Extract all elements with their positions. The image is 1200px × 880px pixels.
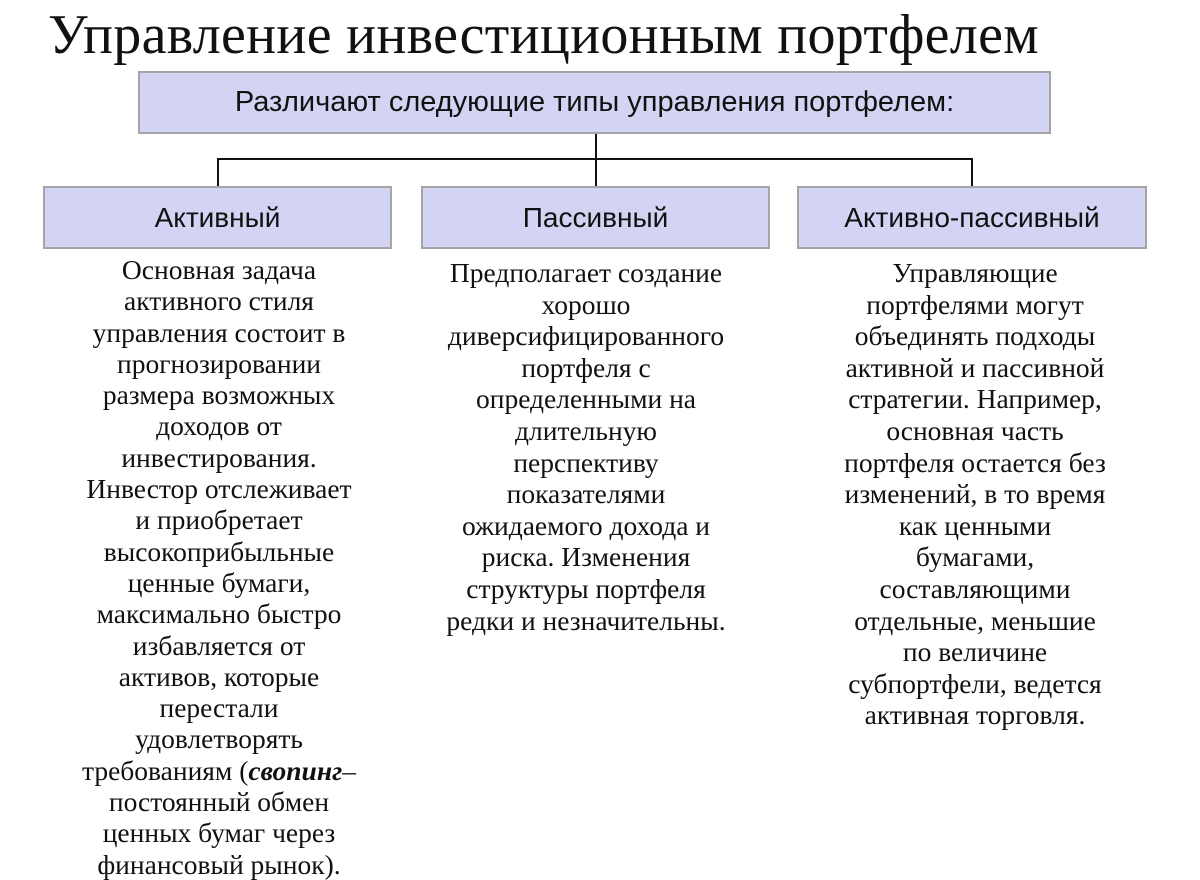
description-line: ценных бумаг через (102, 817, 336, 849)
description-line: показателями (506, 478, 666, 510)
description-line: удовлетворять (135, 723, 303, 755)
root-box-label: Различают следующие типы управления портфелем: (234, 86, 955, 118)
description-line: длительную (515, 414, 657, 446)
type-box-passive (421, 186, 770, 249)
description-line: прогнозировании (116, 347, 322, 379)
type-box-active (43, 186, 392, 249)
description-line: размера возможных (102, 379, 336, 411)
description-line: перестали (159, 692, 279, 724)
description-line: портфелями могут (866, 288, 1084, 320)
description-line: активной и пассивной (845, 351, 1105, 383)
description-line: ценные бумаги, (127, 566, 311, 598)
description-line: постоянный обмен (108, 786, 330, 818)
term-svoping: свопинг (248, 754, 343, 786)
description-passive (400, 257, 772, 636)
description-line: активов, которые (118, 660, 320, 692)
type-box-active-label: Активный (154, 201, 281, 233)
description-line: составляющими (879, 572, 1071, 604)
description-line: Предполагает создание (449, 257, 723, 288)
description-line: управления состоит в (92, 316, 346, 348)
type-box-mixed-label: Активно-пассивный (844, 201, 1100, 233)
description-line: избавляется от (132, 629, 306, 661)
description-line: портфеля с (521, 351, 651, 383)
description-line: изменений, в то время (844, 478, 1106, 510)
description-line: максимально быстро (96, 598, 342, 630)
description-line: редки и незначительны. (446, 604, 726, 636)
description-line: инвестирования. (121, 441, 317, 473)
description-line: финансовый рынок). (97, 848, 341, 880)
description-line: Основная задача (121, 254, 317, 285)
description-mixed (790, 257, 1160, 731)
type-box-mixed (797, 186, 1147, 249)
description-line: активная торговля. (864, 699, 1086, 731)
description-line: хорошо (541, 288, 631, 320)
description-line: риска. Изменения (481, 541, 691, 573)
description-line: как ценными (898, 509, 1052, 541)
term-prefix: требованиям ( (81, 754, 249, 786)
description-line: объединять подходы (854, 320, 1096, 352)
description-line: субпортфели, ведется (848, 667, 1102, 699)
description-line: активного стиля (124, 285, 314, 317)
description-line: основная часть (886, 414, 1064, 446)
term-dash: – (342, 754, 357, 786)
description-line: доходов от (156, 410, 282, 442)
description-line: и приобретает (135, 504, 303, 536)
description-line: ожидаемого дохода и (461, 509, 711, 541)
root-box (138, 71, 1051, 134)
description-line: бумагами, (915, 541, 1035, 573)
description-line: стратегии. Например, (848, 383, 1102, 415)
description-line: диверсифицированного (447, 320, 725, 352)
description-line: перспективу (513, 446, 659, 478)
description-line-with-term (30, 755, 408, 786)
description-line: Инвестор отслеживает (86, 473, 352, 505)
description-line: отдельные, меньшие (854, 604, 1096, 636)
description-active (30, 254, 408, 880)
description-line: структуры портфеля (466, 572, 706, 604)
description-line: определенными на (475, 383, 696, 415)
page-title: Управление инвестиционным портфелем (48, 4, 1039, 66)
description-line: высокоприбыльные (103, 535, 335, 567)
type-box-passive-label: Пассивный (522, 201, 669, 233)
description-line: Управляющие (892, 257, 1058, 288)
description-line: портфеля остается без (844, 446, 1106, 478)
description-line: по величине (902, 636, 1048, 668)
